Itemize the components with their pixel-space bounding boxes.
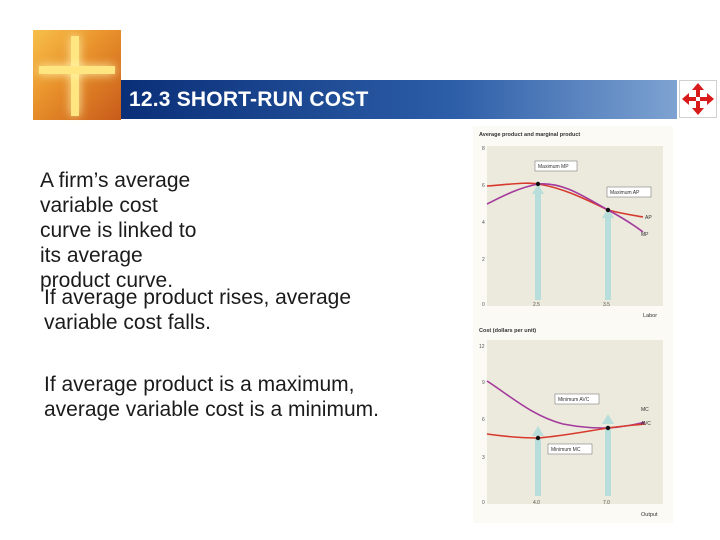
economics-figure	[473, 126, 673, 523]
four-way-arrows-icon[interactable]	[679, 80, 717, 118]
max-ap-label: Maximum AP	[610, 190, 640, 196]
mc-label: MC	[641, 407, 649, 413]
min-mc-point	[536, 436, 540, 440]
top-panel-heading: Average product and marginal product	[479, 132, 581, 138]
top-xlabel: Labor	[643, 313, 658, 319]
paragraph-ap-rises: If average product rises, average variable cost falls.	[44, 286, 352, 334]
bottom-panel-bg	[487, 340, 663, 504]
paragraph-avc-link: A firm’s average variable cost curve is linked to its average product curve.	[40, 169, 197, 292]
bottom-xtick: 7.0	[603, 500, 610, 506]
top-ytick: 2	[482, 257, 485, 263]
min-avc-label: Minimum AVC	[558, 397, 590, 403]
ap-label: AP	[645, 215, 652, 221]
top-xtick: 3.5	[603, 302, 610, 308]
mp-label: MP	[641, 232, 649, 238]
bottom-xtick: 4.0	[533, 500, 540, 506]
slide-title: 12.3 SHORT-RUN COST	[129, 88, 369, 111]
avc-label: AVC	[641, 421, 651, 427]
top-ytick: 4	[482, 220, 485, 226]
max-mp-point	[536, 182, 540, 186]
bottom-ytick: 6	[482, 417, 485, 423]
title-banner	[121, 80, 677, 119]
bottom-ytick: 0	[482, 500, 485, 506]
max-mp-label: Maximum MP	[538, 164, 569, 170]
top-xtick: 2.5	[533, 302, 540, 308]
bottom-xlabel: Output	[641, 512, 658, 518]
max-ap-point	[606, 208, 610, 212]
bottom-ytick: 3	[482, 455, 485, 461]
paragraph-ap-max: If average product is a maximum, average variable cost is a minimum.	[44, 373, 379, 421]
bottom-ytick: 12	[479, 344, 485, 350]
top-ytick: 0	[482, 302, 485, 308]
min-mc-label: Minimum MC	[551, 447, 581, 453]
top-ytick: 8	[482, 146, 485, 152]
top-ytick: 6	[482, 183, 485, 189]
bottom-panel-heading: Cost (dollars per unit)	[479, 328, 537, 334]
min-avc-point	[606, 426, 610, 430]
bottom-ytick: 9	[482, 380, 485, 386]
cross-logo-icon	[33, 30, 121, 120]
